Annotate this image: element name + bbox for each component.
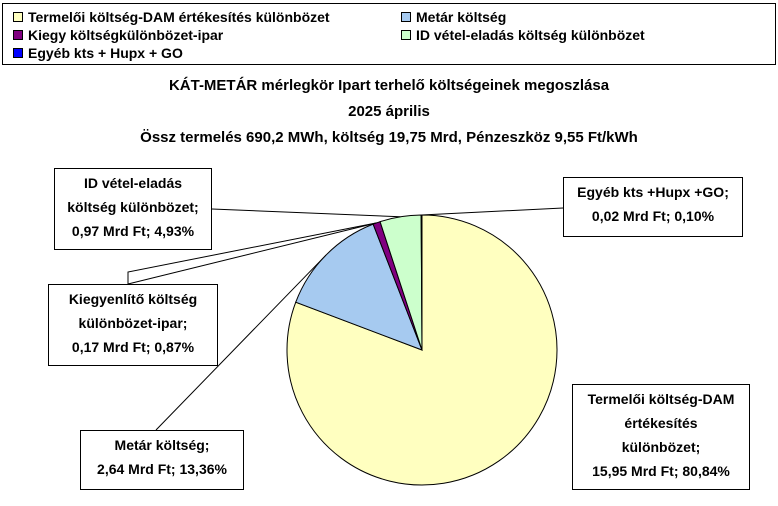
chart-titles [0, 73, 778, 151]
label-metar [80, 430, 244, 490]
label-line: 2,64 Mrd Ft; 13,36% [97, 461, 227, 477]
legend-label: ID vétel-eladás költség különbözet [416, 27, 645, 43]
label-line: Termelői költség-DAM [587, 391, 735, 407]
label-id [54, 168, 212, 250]
label-line: 15,95 Mrd Ft; 80,84% [592, 463, 730, 479]
label-egyeb [563, 177, 743, 237]
chart-title: KÁT-METÁR mérlegkör Ipart terhelő költségeinek megoszlása [168, 77, 610, 94]
label-line: 0,02 Mrd Ft; 0,10% [591, 208, 715, 224]
legend-swatch [13, 30, 23, 40]
label-line: Metár költség; [114, 437, 210, 453]
legend-item-termeloi [13, 9, 330, 25]
label-kiegy [48, 284, 218, 366]
label-line: Kiegyenlítő költség [68, 291, 198, 307]
legend-item-kiegy [13, 27, 223, 43]
label-line: különbözet-ipar; [78, 315, 188, 331]
legend-swatch [13, 48, 23, 58]
legend-item-id [401, 27, 645, 43]
legend-item-metar [401, 9, 506, 25]
legend-item-egyeb [13, 45, 183, 61]
label-line: 0,97 Mrd Ft; 4,93% [71, 223, 195, 239]
label-line: értékesítés [624, 415, 698, 431]
legend-swatch [401, 30, 411, 40]
legend-label: Termelői költség-DAM értékesítés különbözet [28, 9, 330, 25]
chart-subtitle-summary: Össz termelés 690,2 MWh, költség 19,75 Mrd, Pénzeszköz 9,55 Ft/kWh [140, 129, 638, 146]
legend-label: Kiegy költségkülönbözet-ipar [28, 27, 224, 43]
label-line: Egyéb kts +Hupx +GO; [577, 184, 729, 200]
label-line: ID vétel-eladás [83, 175, 183, 191]
legend-label: Egyéb kts + Hupx + GO [28, 45, 183, 61]
leader-line-egyeb [422, 208, 563, 215]
label-line: 0,17 Mrd Ft; 0,87% [71, 339, 195, 355]
legend-swatch [13, 12, 23, 22]
legend-swatch [401, 12, 411, 22]
legend [2, 3, 776, 65]
chart-subtitle-date: 2025 április [348, 103, 430, 120]
label-termeloi [572, 384, 750, 490]
leader-line-id [212, 209, 400, 217]
legend-label: Metár költség [416, 9, 507, 25]
label-line: költség különbözet; [67, 199, 199, 215]
label-line: különbözet; [621, 439, 701, 455]
